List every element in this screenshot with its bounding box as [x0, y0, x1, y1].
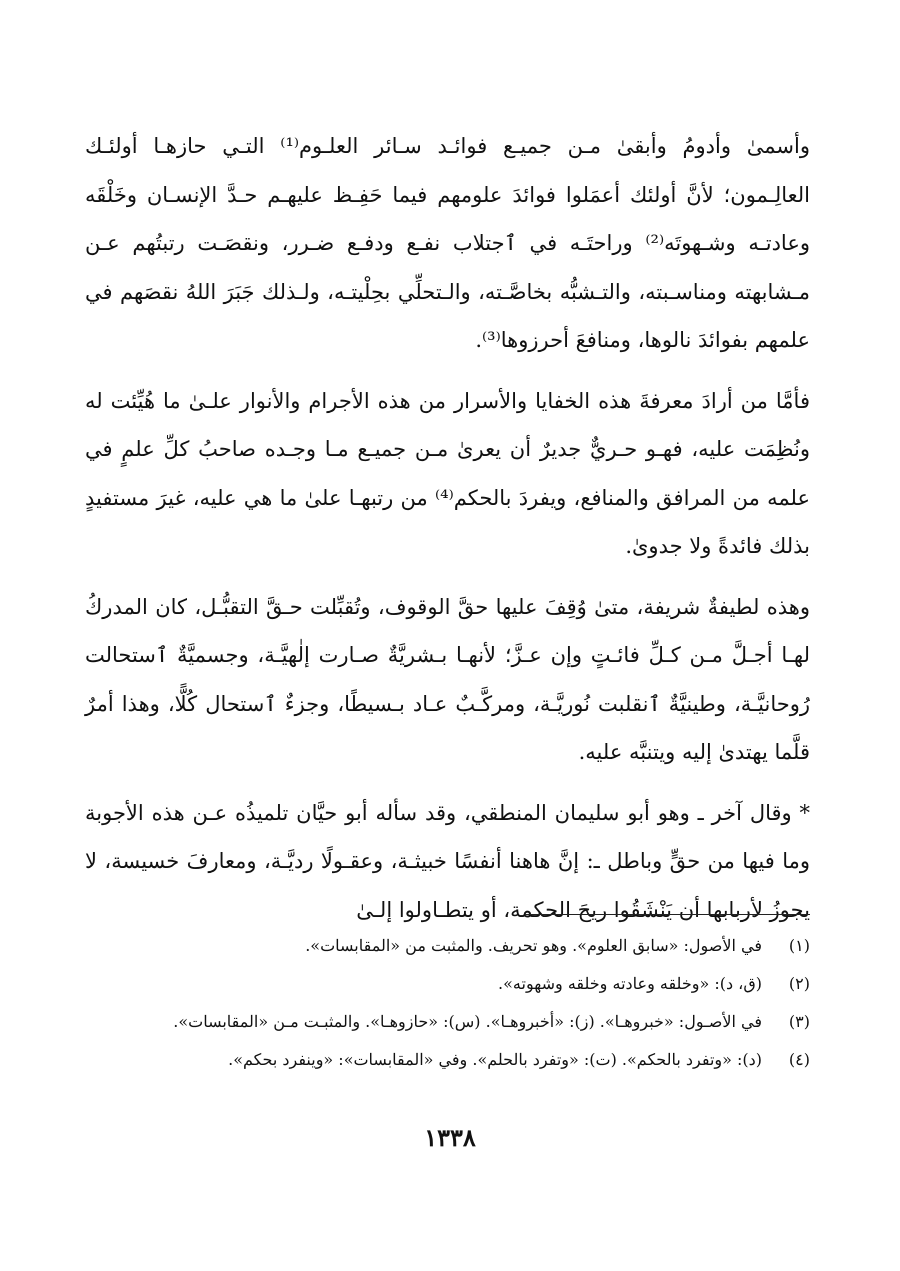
footnote-1 [85, 930, 810, 962]
paragraph-1: وأسمىٰ وأدومُ وأبقىٰ مـن جميـع فوائـد سـائر العلـوم⁽¹⁾ التـي حازهـا أولئـك العالِـمون؛ لأنَّ أولئك أعمَلوا فوائدَ علومهم فيما حَفِـظ عليهـم حـدَّ الإنسـان وخَلْقَه وعادتـه وشـهوتَه⁽²⁾ وراحتَـه في ٱجتلاب نفـع ودفـع ضـرر، ونقصَـت رتبتُهم عـن مـشابهته ومناسـبته، والتـشبُّه بخاصَّـته، والـتحلِّي بحِلْيتـه، ولـذلك جَبَرَ اللهُ نقصَهم في علمهم بفوائدَ نالوها، ومنافعَ أحرزوها⁽³⁾. [85, 134, 810, 352]
footnote-text: في الأصـول: «خبروهـا». (ز): «أخبروهـا». (س): «حازوهـا». والمثبـت مـن «المقابسات». [173, 1012, 762, 1031]
footnote-number: (٤) [788, 1050, 810, 1069]
paragraph-3: وهذه لطيفةٌ شريفة، متىٰ وُقِفَ عليها حقَّ الوقوف، وتُقبِّلت حـقَّ التقبُّـل، كان المدركُ لهـا أجـلَّ مـن كـلِّ فائـتٍ وإن عـزَّ؛ لأنهـا بـشريَّةٌ صـارت إلٰهيَّـة، وجسميَّةٌ ٱستحالت رُوحانيَّـة، وطينيَّةٌ ٱنقلبت نُوريَّـة، ومركَّـبٌ عـاد بـسيطًا، وجزءٌ ٱستحال كُلًّا، وهذا أمرٌ قلَّما يهتدىٰ إليه ويتنبَّه عليه. [85, 594, 810, 764]
footnote-3 [85, 1006, 810, 1038]
footnote-text: (ق، د): «وخلقه وعادته وخلقه وشهوته». [498, 974, 762, 993]
footnote-number: (١) [788, 936, 810, 955]
paragraph-2: فأمَّا من أرادَ معرفةَ هذه الخفايا والأسرار من هذه الأجرام والأنوار علـىٰ ما هُيِّئت له ونُظِمَت عليه، فهـو حـريٌّ جديرٌ أن يعرىٰ مـن جميـع مـا وجـده صاحبُ كلِّ علمٍ في علمه من المرافق والمنافع، ويفردَ بالحكم⁽⁴⁾ من رتبهـا علىٰ ما هي عليه، غيرَ مستفيدٍ بذلك فائدةً ولا جدوىٰ. [85, 388, 810, 558]
footnote-separator [525, 914, 810, 915]
footnote-text: في الأصول: «سابق العلوم». وهو تحريف. والمثبت من «المقابسات». [305, 936, 762, 955]
footnote-text: (د): «وتفرد بالحكم». (ت): «وتفرد بالحلم». وفي «المقابسات»: «وينفرد بحكم». [228, 1050, 762, 1069]
footnote-4 [85, 1044, 810, 1076]
main-text-block [85, 122, 810, 934]
footnotes-block [85, 930, 810, 1082]
footnote-2 [85, 968, 810, 1000]
footnote-number: (٢) [788, 974, 810, 993]
paragraph-4: * وقال آخر ـ وهو أبو سليمان المنطقي، وقد سأله أبو حيَّان تلميذُه عـن هذه الأجوبة وما فيها من حقٍّ وباطل ـ: إنَّ هاهنا أنفسًا خبيثـة، وعقـولًا رديَّـة، ومعارفَ خسيسة، لا يجوزُ لأربابها أن يَنْشَقُوا ريحَ الحكمة، أو يتطـاولوا إلـىٰ [85, 800, 810, 922]
page-number: ١٣٣٨ [424, 1123, 476, 1152]
footnote-number: (٣) [788, 1012, 810, 1031]
